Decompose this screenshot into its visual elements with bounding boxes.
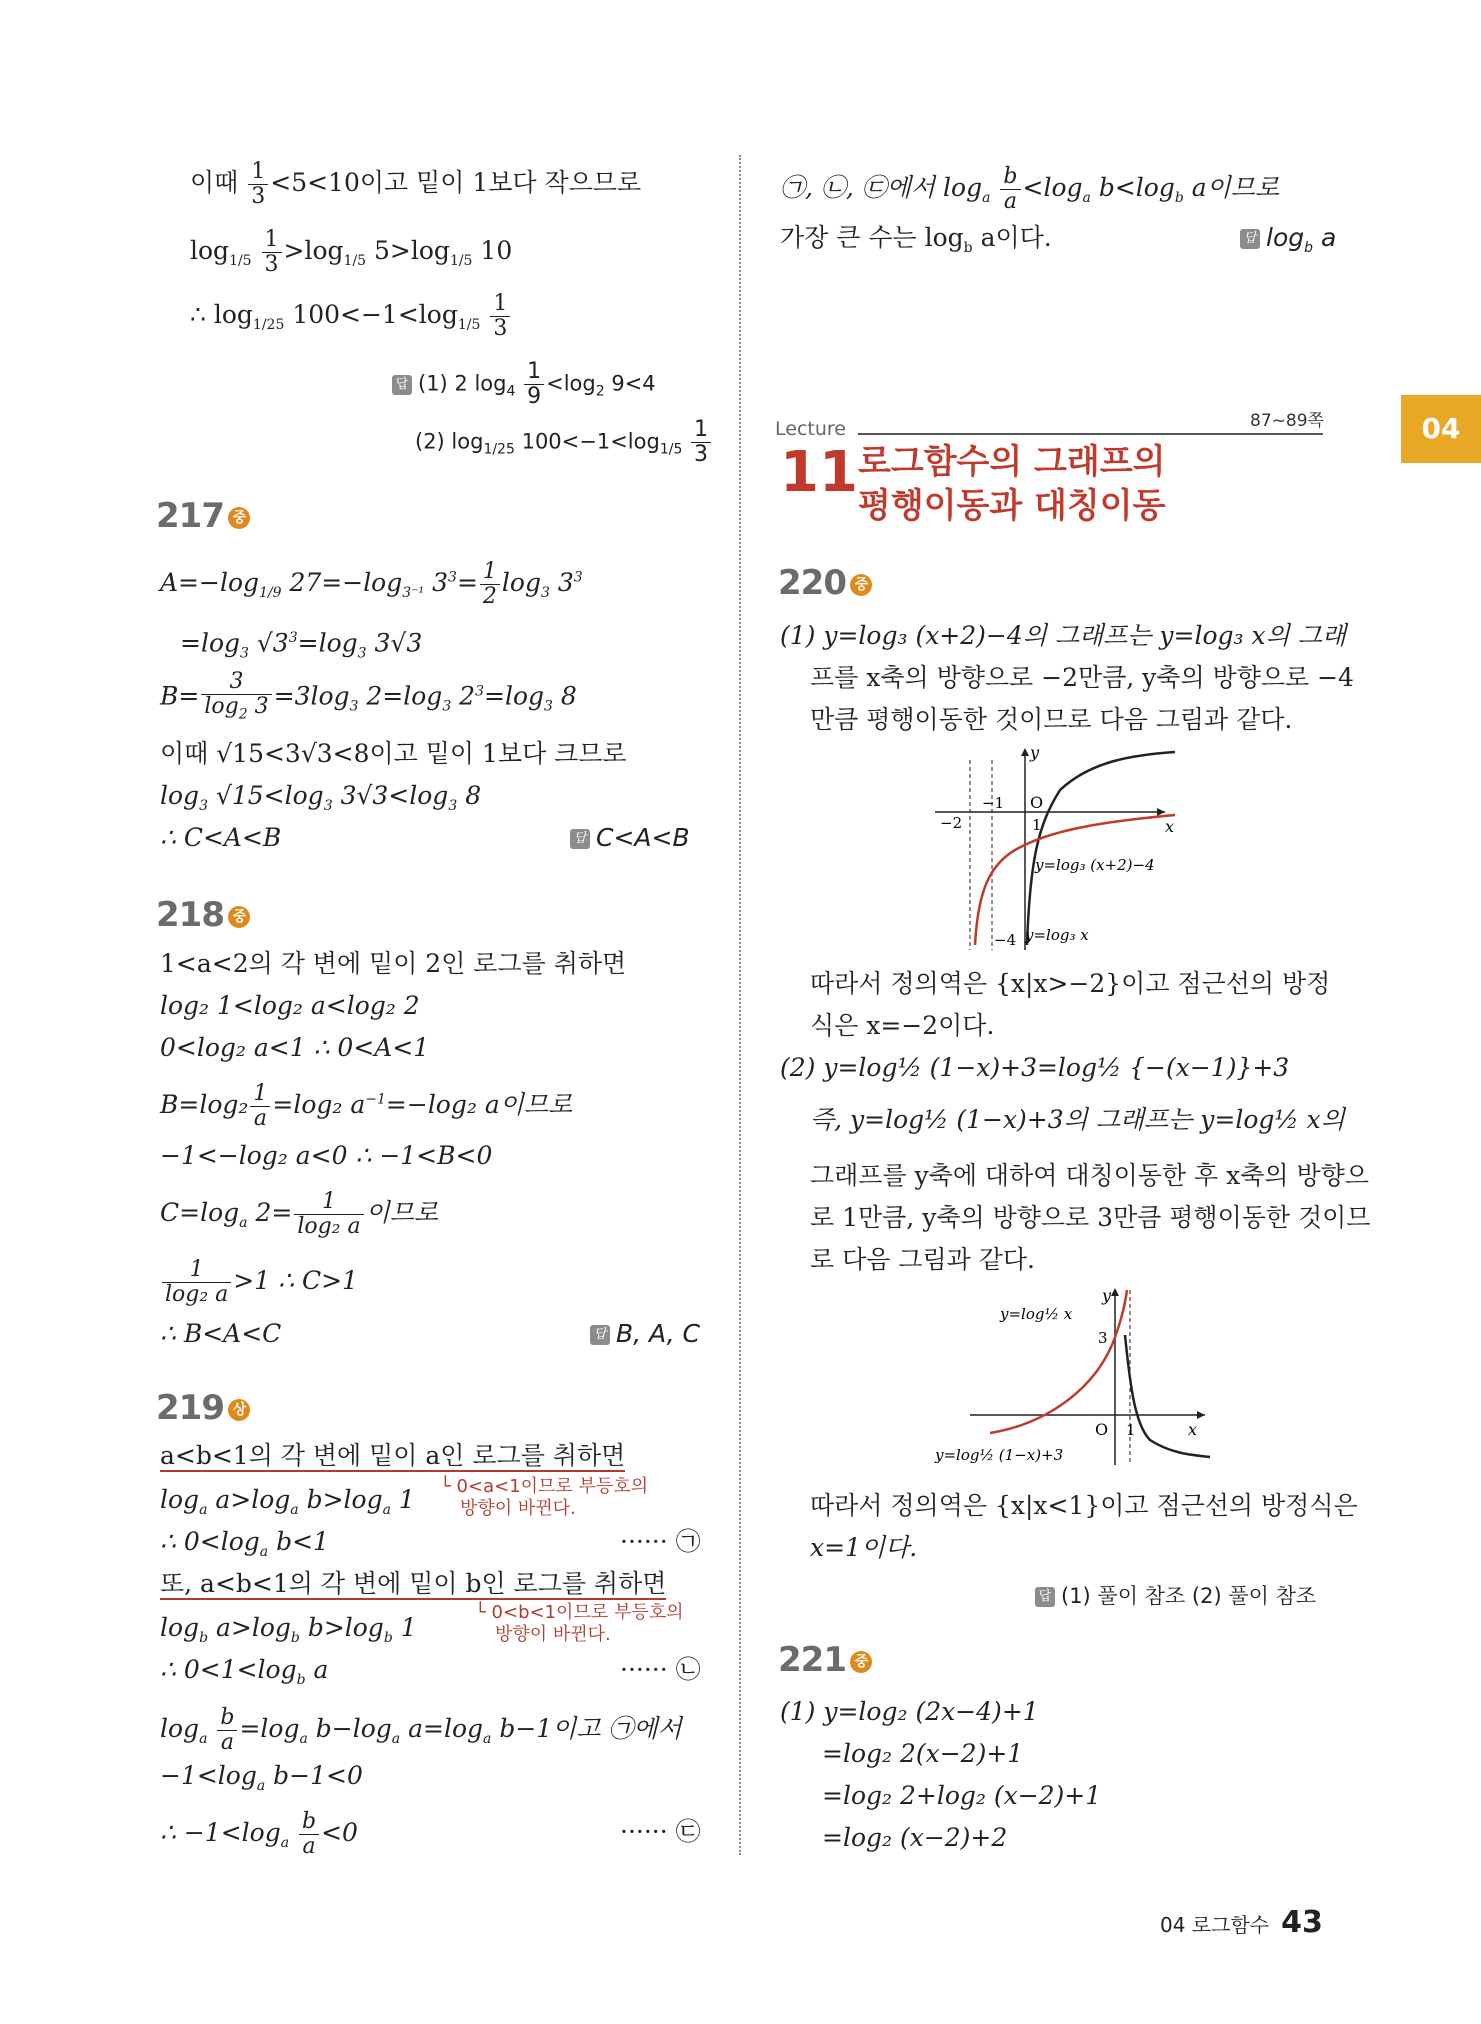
p218-line-3: 0<log₂ a<1 ∴ 0<A<1 xyxy=(160,1033,430,1062)
g1-tick-m1: −1 xyxy=(982,794,1005,812)
p217-line-3: B= $\frac{3}{\log_2 3}$ $=3\log_3$ $2=\log_3$ $2^3=\log_3$ 8 xyxy=(160,669,577,723)
p218-answer: 답 B, A, C xyxy=(590,1318,700,1350)
p219-line-2: $\log_a a>\log_a$ $b>\log_a$ 1 xyxy=(160,1485,415,1518)
page-footer xyxy=(1160,1905,1323,1940)
problem-number-218: 218 중 xyxy=(156,895,250,935)
p218-line-8: ∴ B<A<C xyxy=(160,1319,282,1348)
problem-number-219: 219 상 xyxy=(156,1388,250,1428)
p219-line-1: a<b<1의 각 변에 밑이 a인 로그를 취하면 xyxy=(160,1441,626,1470)
p219-note-2: └ 0<b<1이므로 부등호의 방향이 바뀐다. xyxy=(475,1602,684,1645)
problem-number-220: 220 중 xyxy=(778,563,872,603)
graph-1 xyxy=(930,740,1230,955)
g1-y-label: y xyxy=(1030,743,1040,762)
left-top-answer-1: 답 (1) 2 $\log_4$ $\frac{1}{9}$ $<\log_2$ 9<4 xyxy=(392,360,656,409)
p217-line-6: ∴ C<A<B xyxy=(160,823,282,852)
p217-line-4: 이때 √15<3√3<8이고 밑이 1보다 크므로 xyxy=(160,739,627,768)
problem-number-217: 217 중 xyxy=(156,496,250,536)
left-top-line-3: ∴ $\log_{1/25} 100<-1<\log_{1/5}$ $\frac{1}{3}$ xyxy=(190,292,512,341)
p220-line-11: 따라서 정의역은 {x|x<1}이고 점근선의 방정식은 xyxy=(810,1491,1358,1520)
g2-x-arrow xyxy=(1197,1411,1205,1419)
p218-line-2: log₂ 1<log₂ a<log₂ 2 xyxy=(160,991,420,1020)
g1-curve-log3x xyxy=(1027,752,1175,945)
lecture-label: Lecture xyxy=(775,418,846,440)
p220-line-10: 로 다음 그림과 같다. xyxy=(810,1245,1035,1274)
footer-chapter: 04 로그함수 xyxy=(1160,1913,1270,1937)
p220-line-2: 프를 x축의 방향으로 −2만큼, y축의 방향으로 −4 xyxy=(810,663,1354,692)
right-top-answer: 답 $\log_b a$ xyxy=(1240,222,1336,264)
g2-tick-3: 3 xyxy=(1098,1329,1108,1347)
lecture-number: 11 xyxy=(780,440,858,505)
p217-line-2: $=\log_3$ $√3^3=\log_3$ 3√3 xyxy=(180,628,423,662)
g1-tick-1: 1 xyxy=(1032,816,1042,834)
p217-line-1: $A=-\log_{1/9}$ $27=-\log_{3^{-1}}$ $3^3=$ $\frac{1}{2}$ $\log_3 3^3$ xyxy=(160,559,583,609)
g2-tick-1: 1 xyxy=(1126,1421,1136,1439)
g2-y-arrow xyxy=(1111,1288,1119,1296)
p220-line-4: 따라서 정의역은 {x|x>−2}이고 점근선의 방정 xyxy=(810,969,1331,998)
p219-line-9: ∴ $-1<\log_a$ $\frac{b}{a}$ <0 xyxy=(160,1809,358,1859)
left-top-line-2: $\log_{1/5}$ $\frac{1}{3}$ $>\log_{1/5}$ $5>\log_{1/5}$ 10 xyxy=(190,227,513,277)
p218-line-5: −1<−log₂ a<0 ∴ −1<B<0 xyxy=(160,1141,493,1170)
p218-line-1: 1<a<2의 각 변에 밑이 2인 로그를 취하면 xyxy=(160,949,627,978)
problem-number-221: 221 중 xyxy=(778,1640,872,1680)
p219-line-8: $-1<\log_a$ b−1<0 xyxy=(160,1761,363,1794)
p218-line-6: $C=\log_a$ 2= $\frac{1}{\text{log₂ a}}$ 이므로 xyxy=(160,1189,439,1239)
p219-mark-1: ······ ㉠ xyxy=(620,1527,701,1556)
chapter-tab: 04 xyxy=(1401,395,1481,463)
p220-line-8: 그래프를 y축에 대하여 대칭이동한 후 x축의 방향으 xyxy=(810,1161,1369,1190)
p220-line-9: 로 1만큼, y축의 방향으로 3만큼 평행이동한 것이므 xyxy=(810,1203,1371,1232)
p219-mark-3: ······ ㉢ xyxy=(620,1817,701,1846)
g1-label-shifted: y=log₃ (x+2)−4 xyxy=(1035,856,1155,874)
p219-note-1: └ 0<a<1이므로 부등호의 방향이 바뀐다. xyxy=(440,1476,649,1519)
p221-line-1: (1) y=log₂ (2x−4)+1 xyxy=(780,1697,1039,1726)
p220-line-1: (1) y=log₃ (x+2)−4의 그래프는 y=log₃ x의 그래 xyxy=(780,621,1346,650)
lecture-pages: 87~89쪽 xyxy=(1250,411,1324,431)
p220-answer: 답 (1) 풀이 참조 (2) 풀이 참조 xyxy=(1035,1580,1316,1612)
g1-tick-m2: −2 xyxy=(940,814,963,832)
g1-origin: O xyxy=(1030,793,1044,812)
p220-line-6: (2) y=log½ (1−x)+3=log½ {−(x−1)}+3 xyxy=(780,1053,1290,1082)
graph-2 xyxy=(930,1285,1220,1470)
g2-origin: O xyxy=(1095,1420,1109,1439)
p219-line-4: 또, a<b<1의 각 변에 밑이 b인 로그를 취하면 xyxy=(160,1569,667,1598)
column-divider xyxy=(739,155,741,1855)
left-top-answer-2: (2) $\log_{1/25} 100<-1<\log_{1/5}$ $\frac{1}{3}$ xyxy=(415,418,713,467)
right-top-line-2: 가장 큰 수는 $\log_b a$이다. xyxy=(780,223,1052,256)
g1-y-arrow xyxy=(1021,748,1029,756)
p221-line-3: =log₂ 2+log₂ (x−2)+1 xyxy=(822,1781,1102,1810)
g1-x-label: x xyxy=(1165,817,1175,836)
g2-x-label: x xyxy=(1188,1420,1198,1439)
p221-line-4: =log₂ (x−2)+2 xyxy=(822,1823,1008,1852)
right-top-line-1: ㉠, ㉡, ㉢에서 $\log_a$ $\frac{b}{a}$ $<\log_a$ $b<\log_b$ a이므로 xyxy=(780,164,1280,214)
left-top-line-1: 이때 $\frac{1}{3}$ <5<10이고 밑이 1보다 작으므로 xyxy=(190,159,642,209)
g2-y-label: y xyxy=(1102,1286,1112,1305)
p220-line-12: x=1이다. xyxy=(810,1533,918,1562)
p218-line-7: $\frac{1}{\text{log₂ a}}$ >1 ∴ C>1 xyxy=(160,1258,358,1307)
g1-tick-m4: −4 xyxy=(994,931,1017,949)
p219-line-5: $\log_b a>\log_b$ $b>\log_b$ 1 xyxy=(160,1613,417,1646)
g2-curve-half xyxy=(1125,1335,1210,1457)
p219-mark-2: ······ ㉡ xyxy=(620,1655,701,1684)
p220-line-7: 즉, y=log½ (1−x)+3의 그래프는 y=log½ x의 xyxy=(810,1105,1345,1134)
p217-answer: 답 C<A<B xyxy=(570,822,690,854)
lecture-title: 로그함수의 그래프의 평행이동과 대칭이동 xyxy=(858,442,1166,526)
p220-line-5: 식은 x=−2이다. xyxy=(810,1011,995,1040)
g1-label-log3x: y=log₃ x xyxy=(1025,926,1089,944)
lecture-rule xyxy=(858,433,1323,435)
p221-line-2: =log₂ 2(x−2)+1 xyxy=(822,1739,1024,1768)
g2-label-half: y=log½ x xyxy=(1000,1305,1073,1323)
p220-line-3: 만큼 평행이동한 것이므로 다음 그림과 같다. xyxy=(810,705,1293,734)
page-number: 43 xyxy=(1281,1905,1323,1940)
p219-line-6: ∴ $0<1<\log_b$ a xyxy=(160,1655,329,1688)
p219-line-3: ∴ $0<\log_a$ b<1 xyxy=(160,1527,329,1560)
p217-line-5: $\log_3 √15<\log_3$ $3√3<\log_3$ 8 xyxy=(160,781,482,814)
g1-x-arrow xyxy=(1157,808,1165,816)
p218-line-4: B=log₂ $\frac{1}{a}$ =log₂ $a^{-1}=-\log_2$ a이므로 xyxy=(160,1081,573,1131)
g2-label-reflected: y=log½ (1−x)+3 xyxy=(935,1446,1064,1464)
p219-line-7: $\log_a$ $\frac{b}{a}$ $=\log_a$ $b-\log_a$ $a=\log_a$ b−1이고 ㉠에서 xyxy=(160,1705,682,1755)
